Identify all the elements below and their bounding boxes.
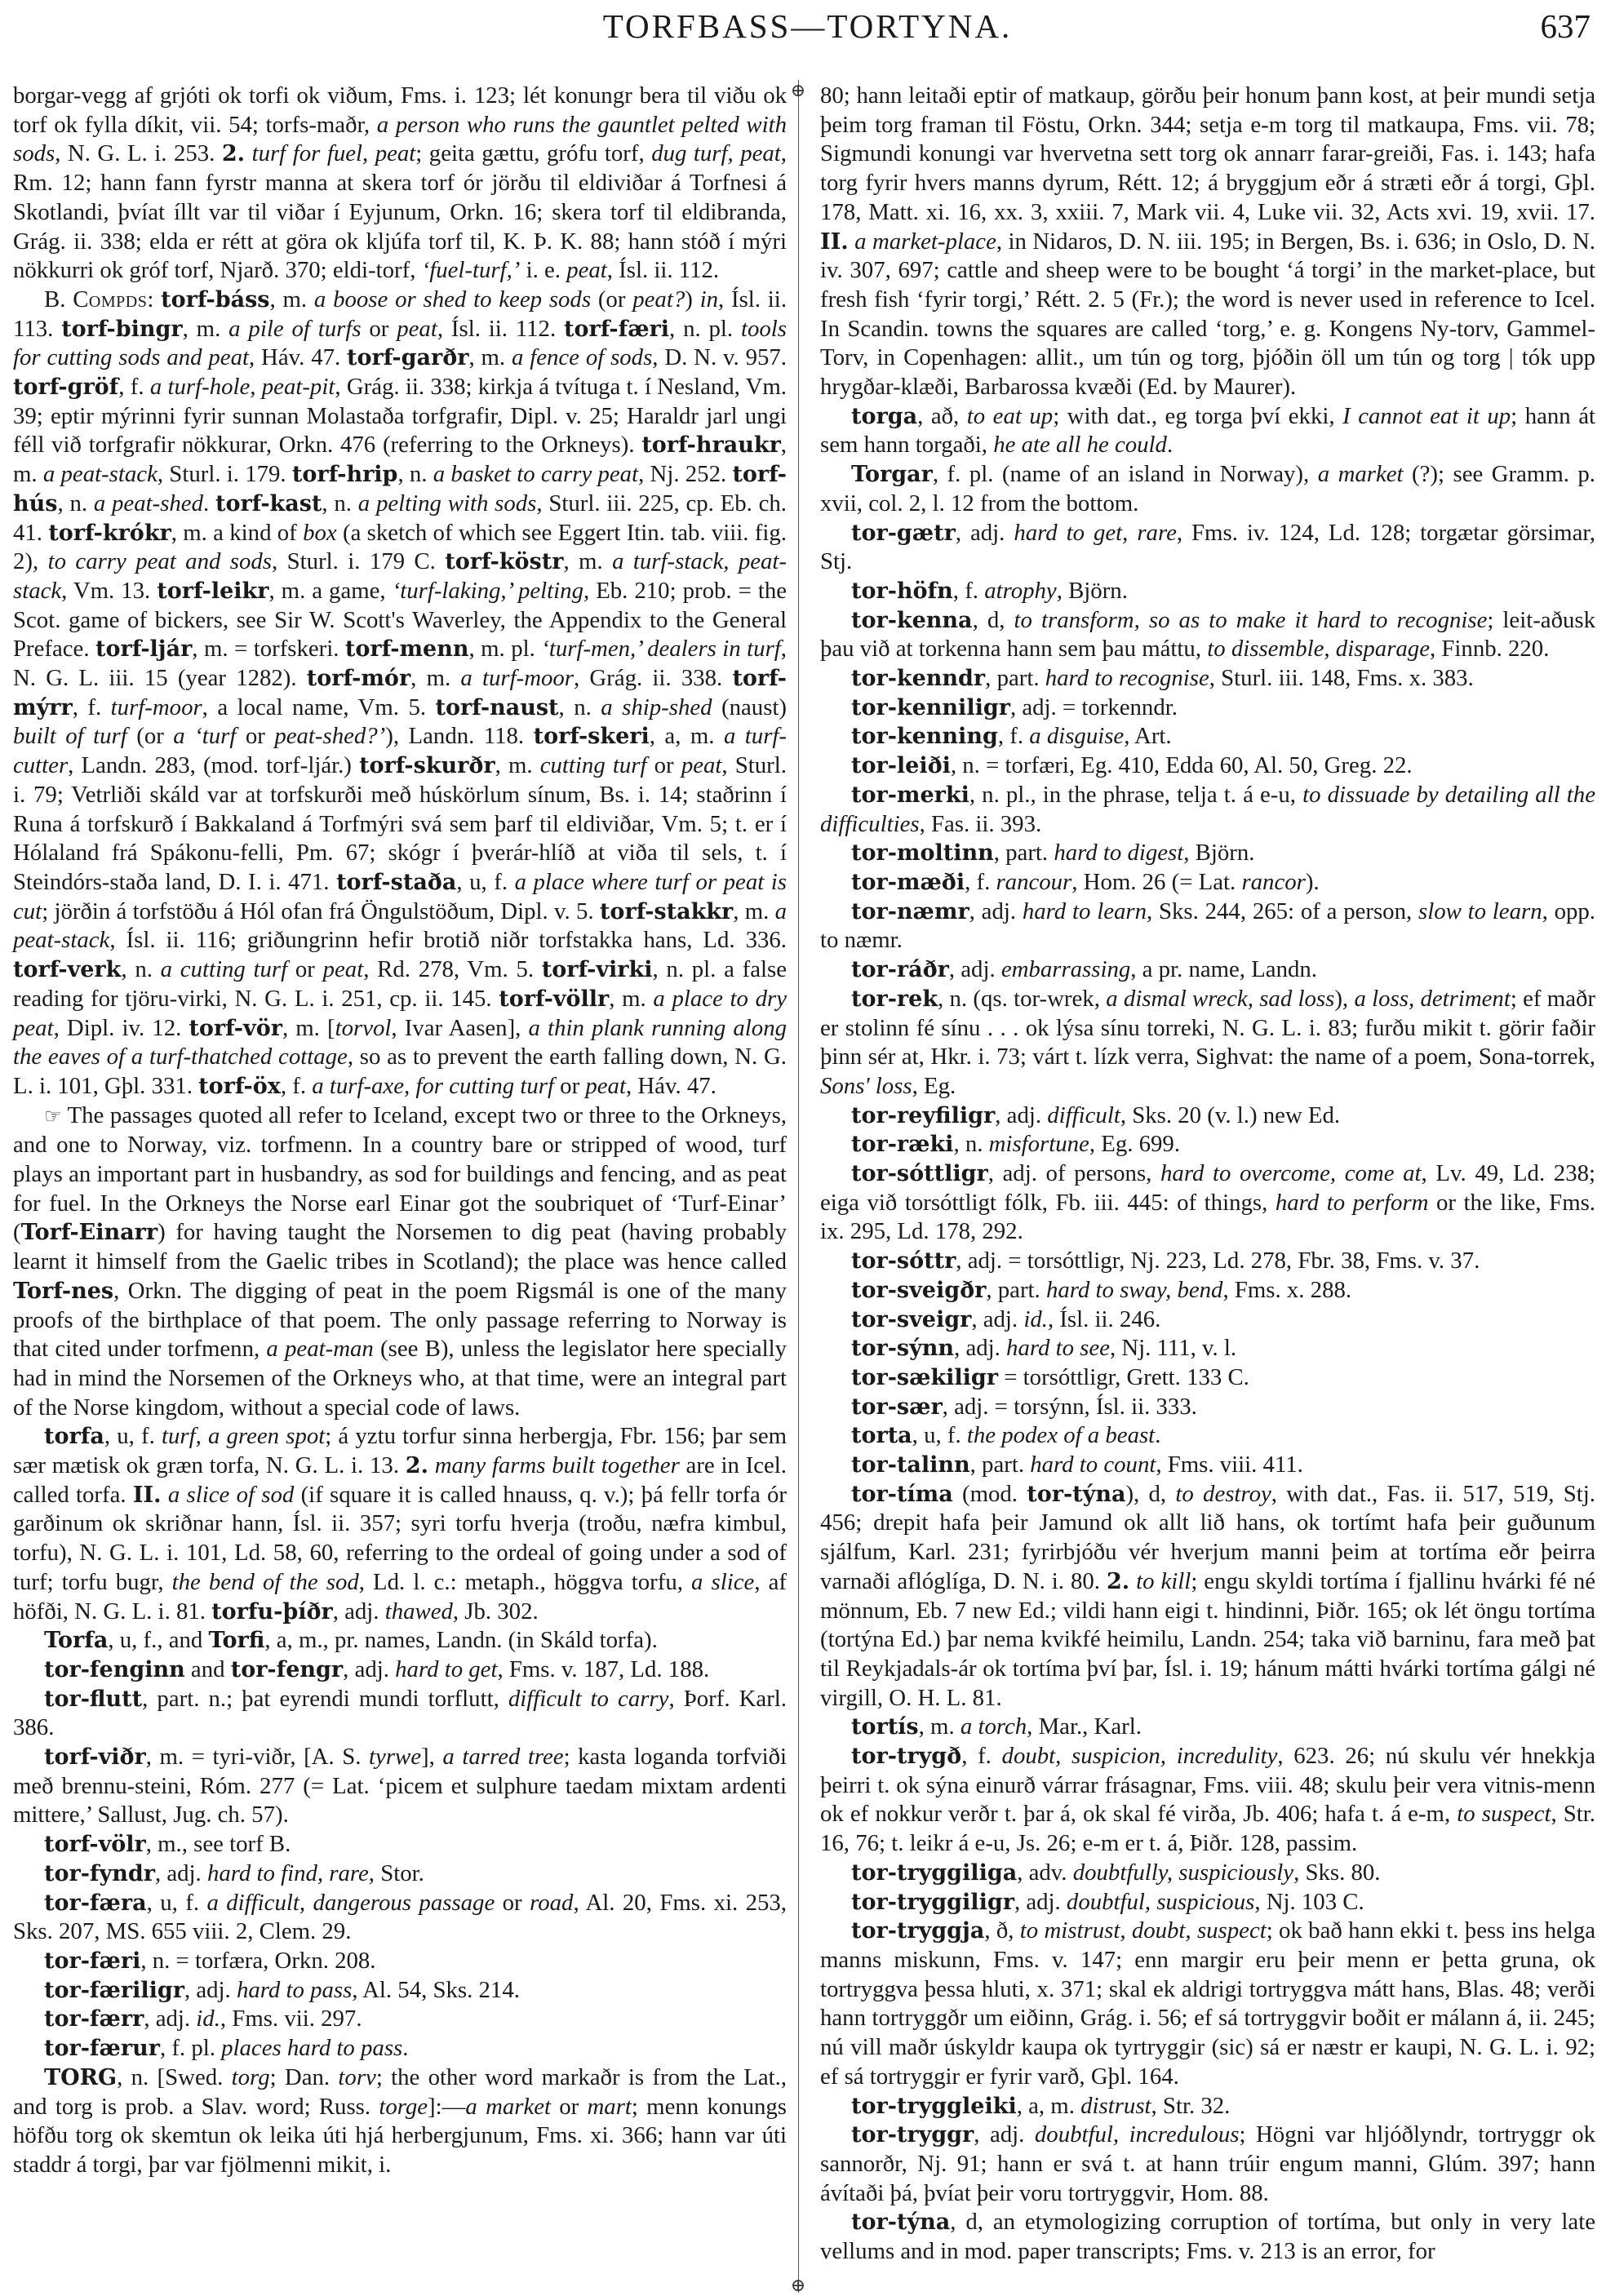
dictionary-entry: tor-höfn, f. atrophy, Björn. [851, 577, 1128, 604]
dictionary-entry: tor-sóttr, adj. = torsóttligr, Nj. 223, Ld. 278, Fbr. 38, Fms. v. 37. [851, 1248, 1480, 1274]
dictionary-entry: tor-kenniligr, adj. = torkenndr. [851, 694, 1178, 720]
dictionary-entry: tor-talinn, part. hard to count, Fms. viii. 411. [851, 1452, 1303, 1478]
dictionary-entry: tor-fenginn and tor-fengr, adj. hard to get, Fms. v. 187, Ld. 188. [44, 1656, 710, 1682]
dictionary-entry: tor-tryggiligr, adj. doubtful, suspicious, Nj. 103 C. [851, 1888, 1364, 1915]
dictionary-entry: tor-sveigr, adj. id., Ísl. ii. 246. [851, 1305, 1161, 1332]
page-number: 637 [1540, 7, 1591, 45]
dictionary-entry: tor-merki, n. pl., in the phrase, telja t. á e-u, to dissuade by detailing all the difficulties, Fas. ii. 393. [820, 781, 1595, 837]
dictionary-entry: tor-tryggleiki, a, m. distrust, Str. 32. [851, 2092, 1231, 2119]
dictionary-entry: tortís, m. a torch, Mar., Karl. [851, 1713, 1142, 1740]
dictionary-entry: tor-sækiligr = torsóttligr, Grett. 133 C. [851, 1363, 1249, 1390]
dictionary-entry: torf-völr, m., see torf B. [44, 1831, 291, 1858]
dictionary-entry: tor-næmr, adj. hard to learn, Sks. 244, 265: of a person, slow to learn, opp. to næmr. [820, 898, 1595, 954]
left-column [13, 82, 787, 2180]
dictionary-entry: tor-sveigðr, part. hard to sway, bend, Fms. x. 288. [851, 1276, 1352, 1303]
dictionary-entry: tor-flutt, part. n.; þat eyrendi mundi torflutt, difficult to carry, Þorf. Karl. 386. [13, 1685, 787, 1741]
dictionary-entry: tor-færiligr, adj. hard to pass, Al. 54, Sks. 214. [44, 1976, 520, 2003]
dictionary-entry: Torgar, f. pl. (name of an island in Norway), a market (?); see Gramm. p. xvii, col. 2, l. 12 from the bottom. [820, 461, 1596, 516]
dictionary-entry: Torfa, u, f., and Torfi, a, m., pr. names, Landn. (in Skáld torfa). [44, 1627, 658, 1654]
entry-continuation: 80; hann leitaði eptir of matkaup, görðu þeir honum þann kost, at þeir mundi setja þeim torg framan til Föstu, Orkn. 344; setja e-m torg til matkaupa, Fms. vii. 78; Sigmundi konungi var hvervetna sett torg ok annarr farar-greiði, Fas. i. 143; hafa torg fyrir hvers manns dyrum, Rétt. 12; á bryggjum eðr á stræti eðr á torgi, Gþl. 178, Matt. xi. 16, xx. 3, xxiii. 7, Mark vii. 4, Luke vii. 32, Acts xvi. 19, xvii. 17. II. a market-place, in Nidaros, D. N. iii. 195; in Bergen, Bs. i. 636; in Oslo, D. N. iv. 307, 697; cattle and sheep were to be bought ‘á torgi’ in the market-place, but fresh fish ‘fyrir torgi,’ Rétt. 2. 5 (Fr.); the word is never used in reference to Icel. In Scandin. towns the squares are called ‘torg,’ e. g. Kongens Ny-torv, Gammel-Torv, in Copenhagen: allit., um tún og torg, þjóðin öll um tún og torg | tók upp hrygðar-klæði, Barbarossa kvæði (Ed. by Maurer). [820, 82, 1595, 401]
dictionary-entry: TORG, n. [Swed. torg; Dan. torv; the other word markaðr is from the Lat., and torg is prob. a Slav. word; Russ. torge]:—a market or mart; menn konungs höfðu torg ok skemtun ok leika úti hjá herbergjunum, Fms. xi. 366; hann var úti staddr á torgi, þar var fjölmenni mikit, i. [13, 2063, 787, 2178]
dictionary-entry: tor-sær, adj. = torsýnn, Ísl. ii. 333. [851, 1393, 1197, 1420]
column-bottom-mark-icon: ⊕ [790, 2275, 806, 2295]
dictionary-entry: tor-reyfiligr, adj. difficult, Sks. 20 (v. l.) new Ed. [851, 1101, 1341, 1128]
dictionary-entry: tor-sýnn, adj. hard to see, Nj. 111, v. l. [851, 1335, 1237, 1362]
dictionary-entry: tor-ræki, n. misfortune, Eg. 699. [851, 1131, 1181, 1158]
dictionary-entry: tor-moltinn, part. hard to digest, Björn. [851, 840, 1255, 867]
dictionary-entry: tor-ráðr, adj. embarrassing, a pr. name, Landn. [851, 956, 1317, 983]
entry-continuation: borgar-vegg af grjóti ok torfi ok viðum, Fms. i. 123; lét konungr bera til viðu ok torf ok fylla díkit, vii. 54; torfs-maðr, a person who runs the gauntlet pelted with sods, N. G. L. i. 253. 2. turf for fuel, peat; geita gættu, grófu torf, dug turf, peat, Rm. 12; hann fann fyrstr manna at skera torf ór jörðu til eldiviðar á Torfnesi á Skotlandi, þvíat íllt var til viðar í Eyjunum, Orkn. 16; skera torf til eldibranda, Grág. ii. 338; elda er rétt at göra ok kljúfa torf til, K. Þ. K. 88; hann stóð í mýri nökkurri ok gróf torf, Njarð. 370; eldi-torf, ‘fuel-turf,’ i. e. peat, Ísl. ii. 112. [13, 82, 787, 284]
dictionary-entry: tor-tryggiliga, adv. doubtfully, suspiciously, Sks. 80. [851, 1859, 1381, 1886]
dictionary-entry: torga, að, to eat up; with dat., eg torga því ekki, I cannot eat it up; hann át sem hann torgaði, he ate all he could. [820, 402, 1595, 459]
dictionary-entry: tor-kenning, f. a disguise, Art. [851, 723, 1172, 750]
page-title: TORFBASS—TORTYNA. [602, 7, 1013, 45]
dictionary-entry: tor-trygð, f. doubt, suspicion, incredulity, 623. 26; nú skulu vér hnekkja þeirri t. ok sýna einurð várrar frásagnar, Fms. viii. 48; skulu þeir vera vitnis-menn ok ef nokkur verðr t. þar á, ok skal fé virða, Jb. 406; hafa t. á e-m, to suspect, Str. 16, 76; t. leikr á e-u, Js. 26; e-m er t. á, Þiðr. 128, passim. [820, 1743, 1595, 1857]
dictionary-entry: B. Compds: torf-báss, m. a boose or shed to keep sods (or peat?) in, Ísl. ii. 113. torf-bingr, m. a pile of turfs or peat, Ísl. ii. 112. torf-færi, n. pl. tools for cutting sods and peat, Háv. 47. torf-garðr, m. a fence of sods, D. N. v. 957. torf-gröf, f. a turf-hole, peat-pit, Grág. ii. 338; kirkja á tvítuga t. í Nesland, Vm. 39; eptir mýrinni fyrir sunnan Molastaða torfgrafir, Dipl. v. 25; Haraldr jarl ungi féll við torfgrafir nökkurar, Orkn. 476 (referring to the Orkneys). torf-hraukr, m. a peat-stack, Sturl. i. 179. torf-hrip, n. a basket to carry peat, Nj. 252. torf-hús, n. a peat-shed. torf-kast, n. a pelting with sods, Sturl. iii. 225, cp. Eb. ch. 41. torf-krókr, m. a kind of box (a sketch of which see Eggert Itin. tab. viii. fig. 2), to carry peat and sods, Sturl. i. 179 C. torf-köstr, m. a turf-stack, peat-stack, Vm. 13. torf-leikr, m. a game, ‘turf-laking,’ pelting, Eb. 210; prob. = the Scot. game of bickers, see Sir W. Scott's Waverley, the Appendix to the General Preface. torf-ljár, m. = torfskeri. torf-menn, m. pl. ‘turf-men,’ dealers in turf, N. G. L. iii. 15 (year 1282). torf-mór, m. a turf-moor, Grág. ii. 338. torf-mýrr, f. turf-moor, a local name, Vm. 5. torf-naust, n. a ship-shed (naust) built of turf (or a ‘turf or peat-shed?’), Landn. 118. torf-skeri, a, m. a turf-cutter, Landn. 283, (mod. torf-ljár.) torf-skurðr, m. cutting turf or peat, Sturl. i. 79; Vetrliði skáld var at torfskurði með húskörlum sínum, Bs. i. 14; staðrinn í Runa á torfskurð í Bakkaland á Torfmýri svá sem þarf til eldiviðar, Vm. 5; t. er í Hólaland frá Spákonu-felli, Pm. 67; skógr í þverár-hlíð at viða til sels, t. í Steindórs-staða land, D. I. i. 471. torf-staða, u, f. a place where turf or peat is cut; jörðin á torfstöðu á Hól ofan frá Öngulstöðum, Dipl. v. 5. torf-stakkr, m. a peat-stack, Ísl. ii. 116; griðungrinn hefir brotið niðr torfstakka hans, Ld. 336. torf-verk, n. a cutting turf or peat, Rd. 278, Vm. 5. torf-virki, n. pl. a false reading for tjöru-virki, N. G. L. i. 251, cp. ii. 145. torf-völlr, m. a place to dry peat, Dipl. iv. 12. torf-vör, m. [torvol, Ivar Aasen], a thin plank running along the eaves of a turf-thatched cottage, so as to prevent the earth falling down, N. G. L. i. 101, Gþl. 331. torf-öx, f. a turf-axe, for cutting turf or peat, Háv. 47. [13, 286, 788, 1099]
pointing-hand-icon: ☞ [44, 1104, 62, 1128]
right-column [820, 82, 1595, 2267]
column-top-mark-icon: ⊕ [790, 80, 806, 100]
dictionary-entry: torfa, u, f. turf, a green spot; á yztu torfur sinna herbergja, Fbr. 156; þar sem sær mætisk ok græn torfa, N. G. L. i. 13. 2. many farms built together are in Icel. called torfa. II. a slice of sod (if square it is called hnauss, q. v.); þá fellr torfa ór garðinum ok skriðnar hann, Ísl. ii. 357; syri torfu hverja (troðu, næfra kimbul, torfu), N. G. L. i. 101, Ld. 58, 60, referring to the ordeal of going under a sod of turf; torfu bugr, the bend of the sod, Ld. l. c.: metaph., höggva torfu, a slice, af höfði, N. G. L. i. 81. torfu-þíðr, adj. thawed, Jb. 302. [13, 1423, 788, 1624]
editorial-note: ☞ The passages quoted all refer to Iceland, except two or three to the Orkneys, and one to Norway, viz. torfmenn. In a country bare or stripped of wood, turf plays an important part in husbandry, as sod for buildings and fencing, and as peat for fuel. In the Orkneys the Norse earl Einar got the soubriquet of ‘Turf-Einar’ (Torf-Einarr) for having taught the Norsemen to dig peat (having probably learnt it himself from the Gaelic tribes in Scotland); the place was hence called Torf-nes, Orkn. The digging of peat in the poem Rigsmál is one of the many proofs of the birthplace of that poem. The only passage referring to Norway is that cited under torfmenn, a peat-man (see B), unless the legislator here specially had in mind the Norsemen of the Orkneys who, at that time, were an integral part of the Norse kingdom, without a special code of laws. [13, 1101, 788, 1421]
dictionary-entry: tor-færr, adj. id., Fms. vii. 297. [44, 2006, 362, 2032]
dictionary-entry: torf-viðr, m. = tyri-viðr, [A. S. tyrwe], a tarred tree; kasta loganda torfviði með brennu-steini, Róm. 277 (= Lat. ‘picem et sulphure taedam mixtam ardenti mittere,’ Sallust, Jug. ch. 57). [13, 1744, 788, 1828]
dictionary-entry: tor-færur, f. pl. places hard to pass. [44, 2035, 409, 2062]
column-divider [798, 80, 799, 2293]
dictionary-entry: tor-færi, n. = torfæra, Orkn. 208. [44, 1948, 376, 1974]
dictionary-entry: tor-rek, n. (qs. tor-wrek, a dismal wreck, sad loss), a loss, detriment; ef maðr er stolinn fé sínu . . . ok lýsa sínu torreki, N. G. L. i. 83; furðu mikit t. görir faðir þinn sér at, Hkr. i. 73; várt t. lízk verra, Sighvat: the name of a poem, Sona-torrek, Sons' loss, Eg. [820, 985, 1595, 1099]
dictionary-entry: tor-kenndr, part. hard to recognise, Sturl. iii. 148, Fms. x. 383. [851, 665, 1474, 692]
running-head [0, 7, 1615, 52]
dictionary-entry: torta, u, f. the podex of a beast. [851, 1422, 1161, 1449]
dictionary-entry: tor-kenna, d, to transform, so as to make it hard to recognise; leit-aðusk þau við at torkenna hann sem þau máttu, to dissemble, disparage, Finnb. 220. [820, 606, 1595, 663]
dictionary-entry: tor-sóttligr, adj. of persons, hard to overcome, come at, Lv. 49, Ld. 238; eiga við torsóttligt fólk, Fb. iii. 445: of things, hard to perform or the like, Fms. ix. 295, Ld. 178, 292. [820, 1160, 1595, 1245]
dictionary-entry: tor-mæði, f. rancour, Hom. 26 (= Lat. rancor). [851, 868, 1320, 895]
dictionary-entry: tor-leiði, n. = torfæri, Eg. 410, Edda 60, Al. 50, Greg. 22. [851, 752, 1413, 779]
dictionary-entry: tor-færa, u, f. a difficult, dangerous passage or road, Al. 20, Fms. xi. 253, Sks. 207, MS. 655 viii. 2, Clem. 29. [13, 1889, 787, 1945]
dictionary-entry: tor-týna, d, an etymologizing corruption of tortíma, but only in very late vellums and in mod. paper transcripts; Fms. v. 213 is an error, for [820, 2209, 1595, 2265]
dictionary-entry: tor-gætr, adj. hard to get, rare, Fms. iv. 124, Ld. 128; torgætar görsimar, Stj. [820, 519, 1596, 575]
dictionary-entry: tor-tryggja, ð, to mistrust, doubt, suspect; ok bað hann ekki t. þess ins helga manns miskunn, Fms. v. 147; enn margir eru þeir menn er þetta gruna, ok tortryggva þessa hluti, x. 371; skal ek aldrigi tortryggva mátt hans, Blas. 48; verði hann tortryggðr um eiðinn, Grág. i. 56; ef sá tortryggvir boðit er málann á, ii. 245; nú vill maðr úskyldr kaupa ok tyrtryggir (sic) sá er næstr er kaupi, N. G. L. i. 92; ef sá tortryggir er fyrir varð, Gþl. 164. [820, 1917, 1595, 2090]
dictionary-entry: tor-fyndr, adj. hard to find, rare, Stor. [44, 1859, 424, 1886]
dictionary-entry: tor-tíma (mod. tor-týna), d, to destroy, with dat., Fas. ii. 517, 519, Stj. 456; drepit hafa þeir Jamund ok allt lið hans, ok tortímt hafa þeir guðunum sjálfum, Karl. 231; fyrirbjóðu vér hverjum manni þeim at tortíma eðr þeirra varnaði aflóglíga, D. N. i. 80. 2. to kill; engu skyldi tortíma í fjallinu hvárki fé né mönnum, Eb. 7 new Ed.; vildi hann eigi t. hindinni, Þiðr. 165; ok lét öngu tortíma (tortýna Ed.) þar nema kvikfé heimilu, Landn. 254; taka við barninu, fara með þat til Reykjadals-ár ok tortíma því þar, Ísl. i. 19; hánum mátti hvárki tortíma gálgi né virgill, O. H. L. 81. [820, 1480, 1595, 1711]
dictionary-entry: tor-tryggr, adj. doubtful, incredulous; Högni var hljóðlyndr, tortryggr ok sannorðr, Nj. 91; hann er svá t. at hann trúir engum manni, Glúm. 397; hann ávítaði þá, þvíat þeir voru tortryggvir, Hom. 88. [820, 2121, 1596, 2206]
